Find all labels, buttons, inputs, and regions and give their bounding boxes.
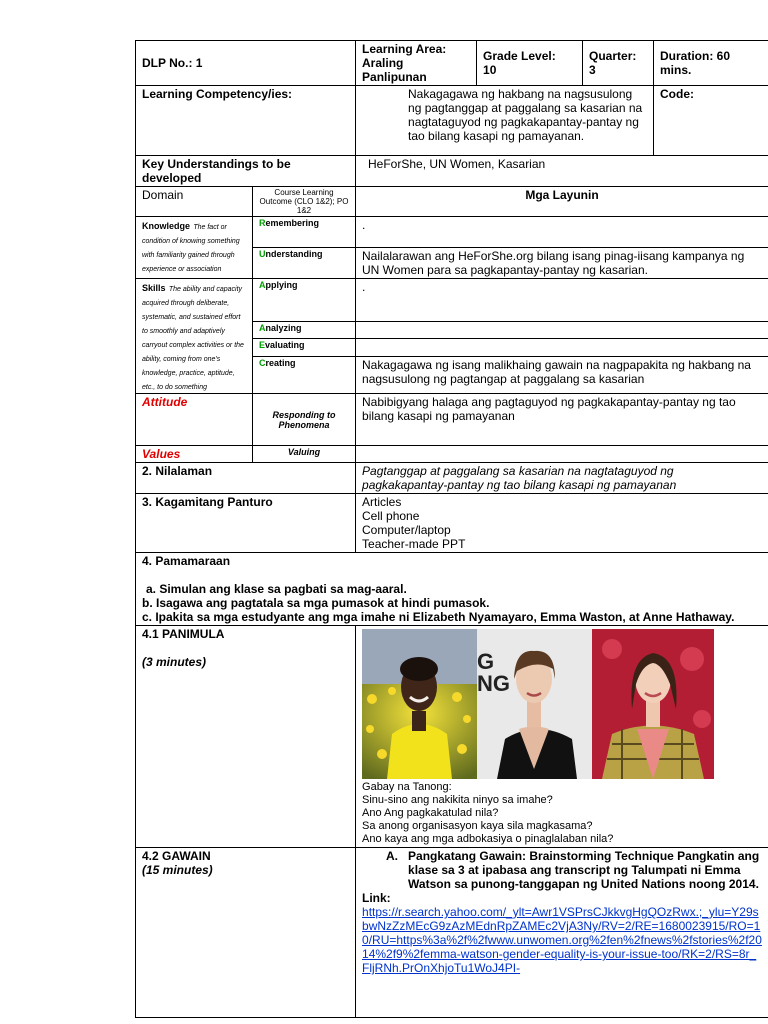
key-understanding-text: HeForShe, UN Women, Kasarian [356,156,768,187]
values-objective [356,446,768,463]
guide-questions [362,781,762,846]
kagamitan-item: Cell phone [362,509,420,523]
key-understanding-label: Key Understandings to be developed [136,156,356,187]
remembering-objective: . [356,217,768,248]
transcript-link[interactable]: https://r.search.yahoo.com/_ylt=Awr1VSPrsCJkkvgHgQOzRwx.;_ylu=Y29sbwNzZzMEcG9zAzMEdnRpZAMEc2VjA3Ny/RV=2/RE=1680023915/RO=10/RU=https%3a%2f%2fwww.unwomen.org%2fen%2fnews%2fstories%2f2014%2f9%2femma-watson-gender-equality-is-your-issue-too/RK=2/RS=8r_FljRNh.PrOnXhjoTu1WoJ4PI- [362,905,762,975]
domain-header: Domain [136,187,253,217]
creating-level: Creating [253,357,356,394]
panimula-content [356,626,768,848]
kagamitan-item: Teacher-made PPT [362,537,466,551]
applying-objective: . [356,279,768,322]
pamamaraan-step-c: c. Ipakita sa mga estudyante ang mga imahe ni Elizabeth Nyamayaro, Emma Waston, at Anne Hathaway. [142,610,735,624]
guide-question: Sinu-sino ang nakikita ninyo sa imahe? [362,794,553,806]
pamamaraan-label: 4. Pamamaraan [142,554,231,568]
understanding-objective: Nailalarawan ang HeForShe.org bilang isang pinag-iisang kampanya ng UN Women para sa pagkapantay-pantay ng kasarian. [356,248,768,279]
panimula-label: 4.1 PANIMULA (3 minutes) [136,626,356,848]
evaluating-objective [356,339,768,357]
guide-question: Gabay na Tanong: [362,781,452,793]
attitude-domain: Attitude [136,394,253,446]
link-label: Link: [362,891,391,905]
kagamitan-item: Computer/laptop [362,523,451,537]
pamamaraan-step-b: b. Isagawa ang pagtatala sa mga pumasok at hindi pumasok. [142,596,490,610]
kagamitan-list [356,494,768,553]
photo-emma-watson [477,629,592,779]
svg-text:NG: NG [477,671,511,696]
clo-header: Course Learning Outcome (CLO 1&2); PO 1&2 [253,187,356,217]
layunin-header: Mga Layunin [356,187,768,217]
nilalaman-text: Pagtanggap at paggalang sa kasarian na nagtataguyod ng pagkakapantay-pantay ng tao bilang kasapi ng pamayanan [356,463,768,494]
creating-objective: Nakagagawa ng isang malikhaing gawain na nagpapakita ng hakbang na nagsusulong ng pagtangap at paggalang sa kasarian [356,357,768,394]
attitude-objective: Nabibigyang halaga ang pagtaguyod ng pagkakapantay-pantay ng tao bilang kasapi ng pamayanan [356,394,768,446]
guide-question: Sa anong organisasyon kaya sila magkasama? [362,820,593,832]
code-label: Code: [654,86,768,156]
grade-level: Grade Level: 10 [477,41,583,86]
dlp-number: DLP No.: 1 [136,41,356,86]
svg-text:G: G [477,649,495,674]
analyzing-objective [356,321,768,339]
applying-level: Applying [253,279,356,322]
gawain-content [356,848,768,1018]
learning-area: Learning Area: Araling Panlipunan [356,41,477,86]
gawain-label: 4.2 GAWAIN (15 minutes) [136,848,356,1018]
remembering-level: Remembering [253,217,356,248]
guide-question: Ano kaya ang mga adbokasiya o pinaglalaban nila? [362,833,614,845]
pamamaraan-step-a: a. Simulan ang klase sa pagbati sa mag-aaral. [146,582,407,596]
quarter: Quarter: 3 [583,41,654,86]
competency-text: Nakagagawa ng hakbang na nagsusulong ng pagtanggap at paggalang sa kasarian na nagtataguyod ng pagkakapantay-pantay ng tao bilang kasapi ng pamayanan. [356,86,654,156]
understanding-level: Understanding [253,248,356,279]
women-photos [362,629,762,779]
nilalaman-label: 2. Nilalaman [136,463,356,494]
photo-anne-hathaway [592,629,714,779]
pamamaraan-section [136,553,768,626]
competency-label: Learning Competency/ies: [136,86,356,156]
kagamitan-item: Articles [362,495,402,509]
responding-level: Responding to Phenomena [253,394,356,446]
photo-elizabeth-nyamayaro [362,629,477,779]
kagamitan-label: 3. Kagamitang Panturo [136,494,356,553]
skills-domain: Skills The ability and capacity acquired through deliberate, systematic, and sustained effort to smoothly and adaptively carryout complex activities or the ability, coming from one's knowledge, practice, aptitude, etc., to do something [136,279,253,394]
evaluating-level: Evaluating [253,339,356,357]
lesson-plan-table [135,40,768,1018]
analyzing-level: Analyzing [253,321,356,339]
gawain-item-a: A. Pangkatang Gawain: Brainstorming Technique Pangkatin ang klase sa 3 at ipabasa ang transcript ng Talumpati ni Emma Watson sa punong-tanggapan ng United Nations noong 2014. [386,849,760,891]
values-domain: Values [136,446,253,463]
knowledge-domain: Knowledge The fact or condition of knowing something with familiarity gained through experience or association [136,217,253,279]
guide-question: Ano Ang pagkakatulad nila? [362,807,499,819]
lesson-plan-document [135,40,768,1018]
valuing-level: Valuing [253,446,356,463]
duration: Duration: 60 mins. [654,41,768,86]
